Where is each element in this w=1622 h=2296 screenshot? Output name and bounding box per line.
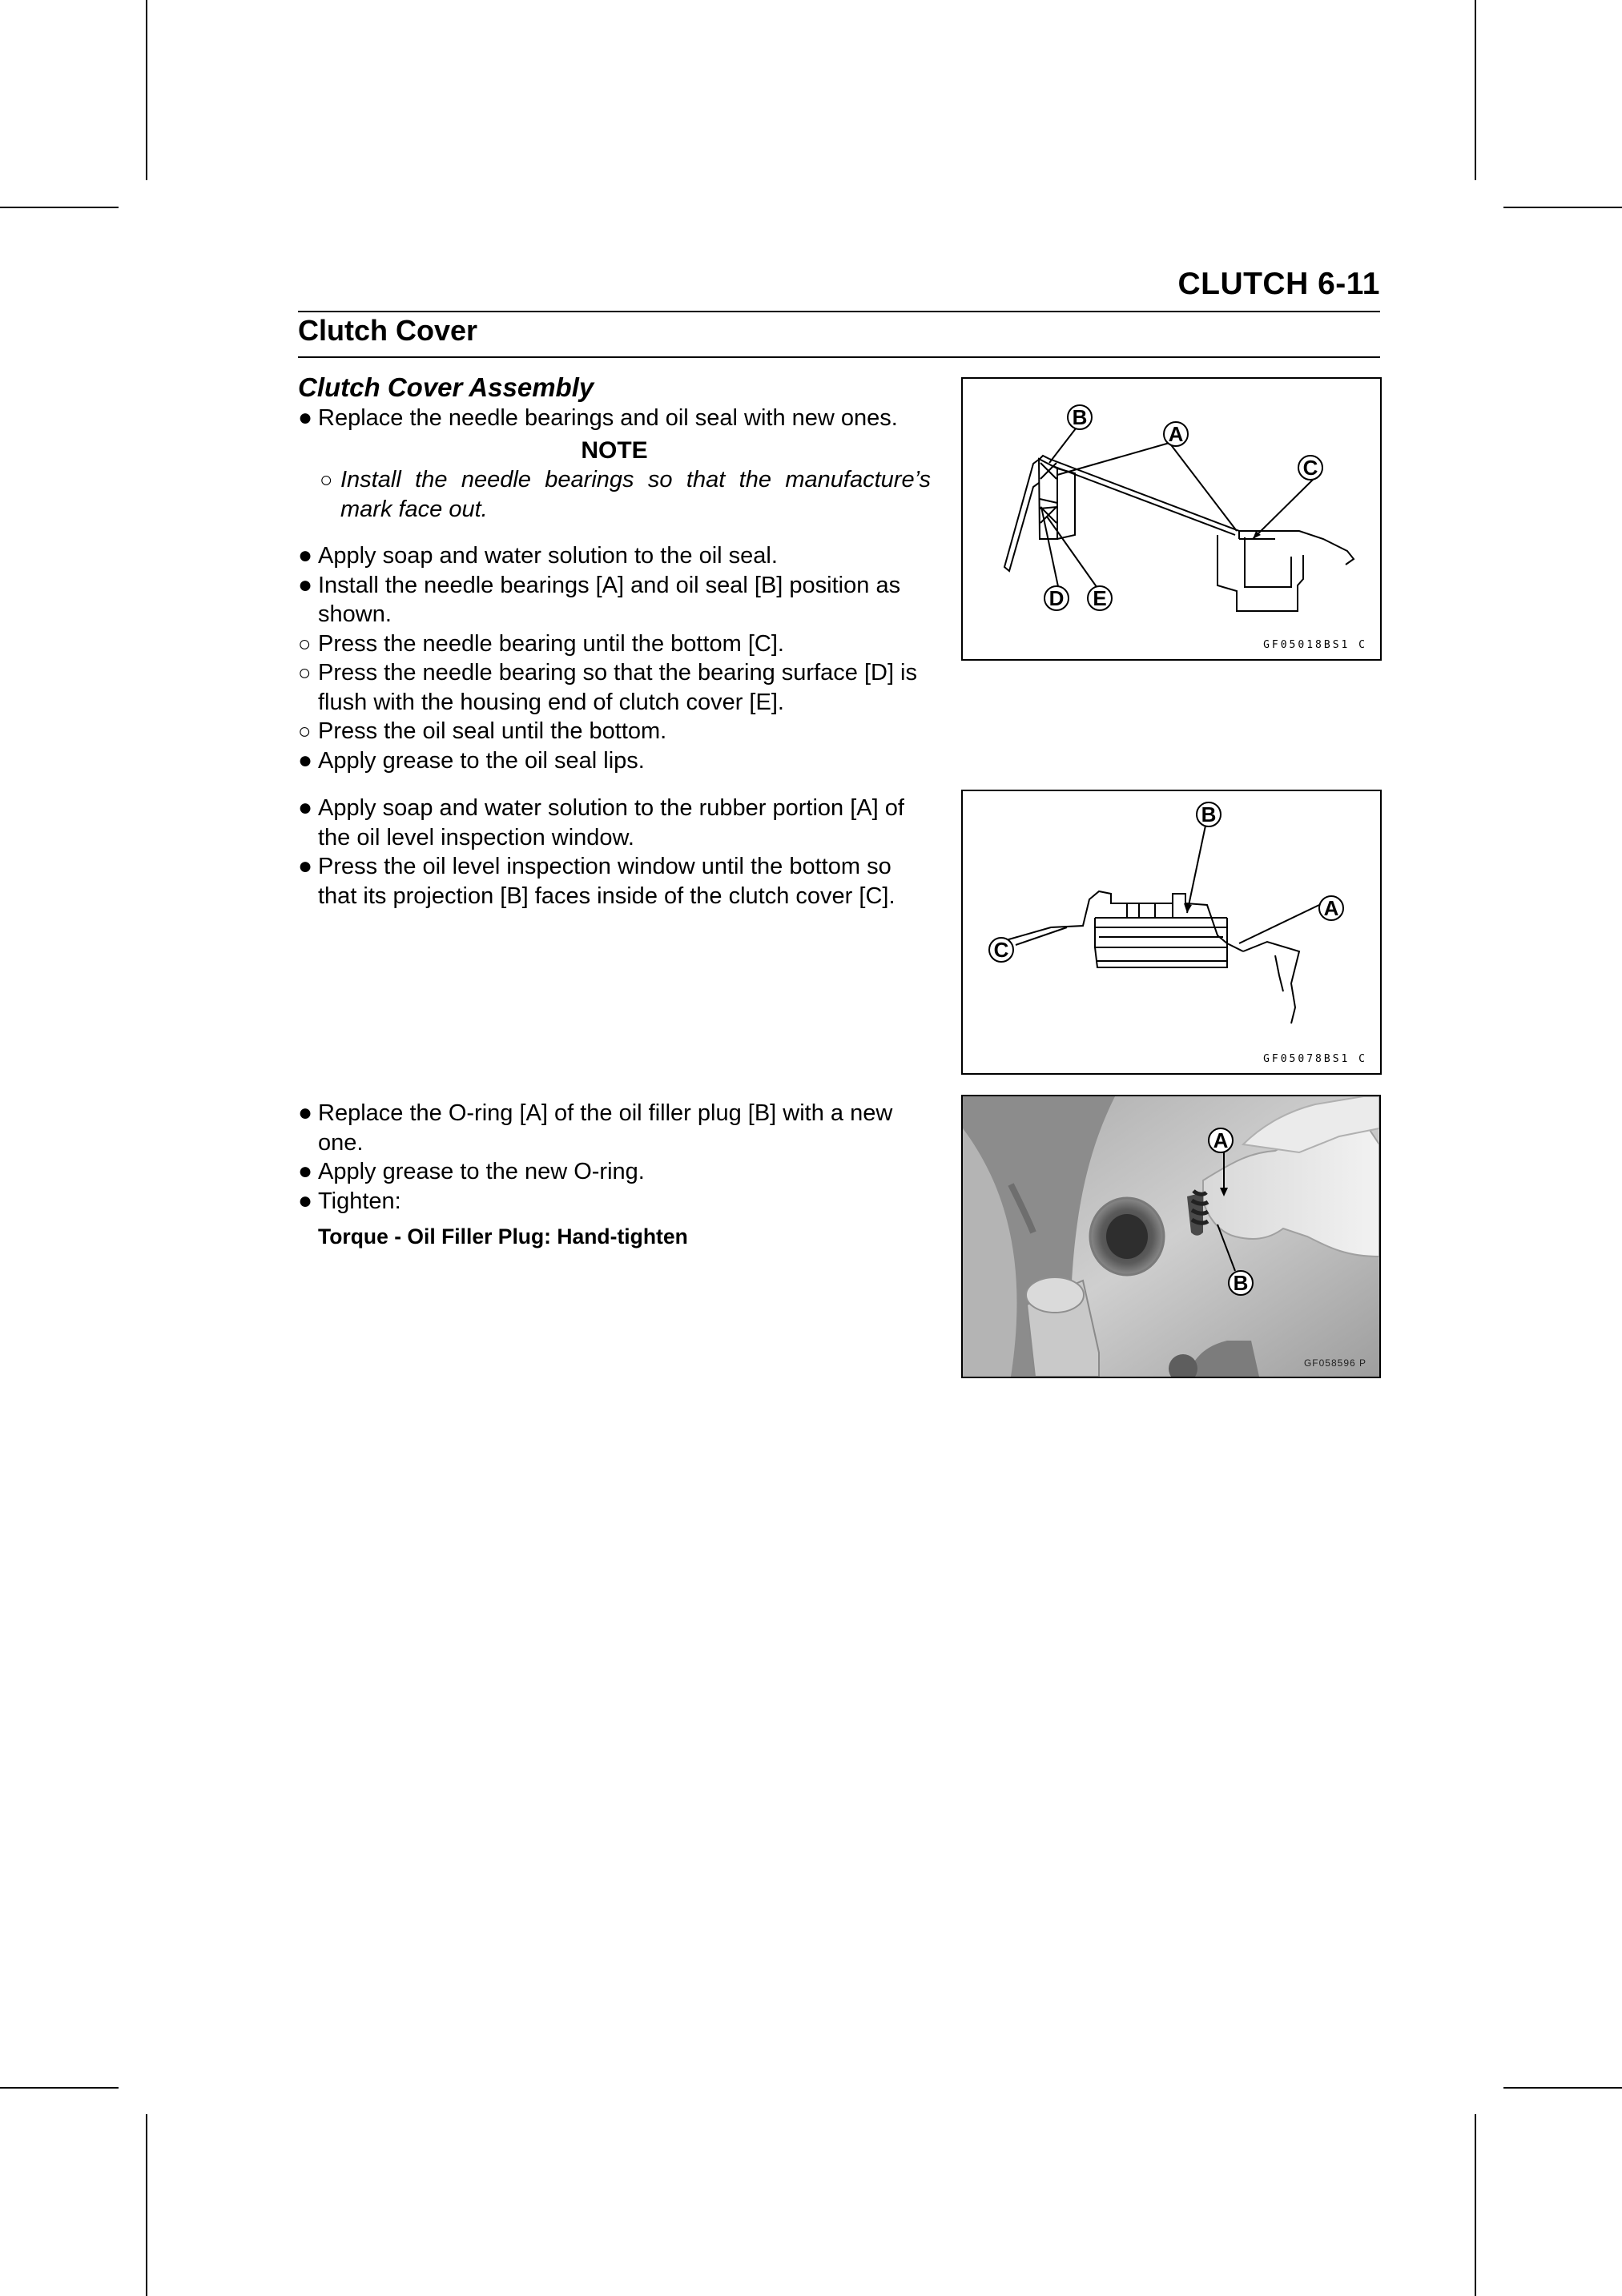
bullet-icon: ● [298,794,313,821]
list-item [298,571,931,629]
note-heading: NOTE [581,436,648,464]
bullet-icon: ● [298,571,313,598]
oil-filler-steps [298,1099,931,1252]
step-text: Press the oil level inspection window until the bottom so that its projection [B] faces inside of the clutch cover [C]. [318,854,896,909]
oil-filler-plug-photo [963,1096,1379,1377]
note-text: Install the needle bearings so that the manufacture’s mark face out. [340,467,931,522]
bullet-icon: ● [298,1187,313,1214]
list-item [298,541,931,571]
crop-mark [1503,207,1622,208]
crop-mark [146,2114,147,2296]
section-title: Clutch Cover [298,314,478,347]
step-text: Apply grease to the oil seal lips. [318,747,645,774]
crop-mark [146,0,147,180]
assembly-steps [298,404,931,775]
list-item [298,404,931,433]
circle-bullet-icon: ○ [320,468,333,492]
figure-code: GF05078BS1 C [1263,1053,1367,1065]
crop-mark [1475,0,1476,180]
list-item [298,1099,931,1157]
circle-bullet-icon: ○ [298,661,312,685]
bullet-icon: ● [298,853,313,879]
note-item [298,465,931,524]
circle-bullet-icon: ○ [298,719,312,743]
callout-d-label: D [1048,586,1065,610]
header-rule [298,311,1380,312]
list-item [298,629,931,659]
crop-mark [0,207,119,208]
step-text: Replace the O-ring [A] of the oil filler plug [B] with a new one. [318,1100,893,1156]
sub-step-text: Press the needle bearing so that the bearing surface [D] is flush with the housing end of clutch cover [E]. [318,660,917,715]
bullet-icon: ● [298,1158,313,1184]
callout-c-label: C [1302,456,1318,480]
step-text: Apply grease to the new O-ring. [318,1159,645,1184]
callout-b-label: B [1072,405,1088,429]
callout-b-label: B [1233,1271,1249,1295]
callout-b-label: B [1201,802,1217,826]
list-item [298,658,931,717]
figure-needle-bearing-oil-seal [961,377,1382,661]
circle-bullet-icon: ○ [298,631,312,656]
step-text: Install the needle bearings [A] and oil seal [B] position as shown. [318,572,901,627]
bullet-icon: ● [298,1100,313,1126]
torque-spec: Torque - Oil Filler Plug: Hand-tighten [318,1224,688,1249]
step-text: Apply soap and water solution to the oil seal. [318,543,778,569]
bearing-seal-diagram [963,379,1380,659]
list-item [298,746,931,776]
sub-step-text: Press the oil seal until the bottom. [318,718,667,744]
figure-code: GF058596 P [1303,1357,1366,1369]
step-text: Tighten: [318,1188,401,1214]
crop-mark [1475,2114,1476,2296]
section-rule [298,356,1380,358]
callout-a-label: A [1213,1128,1229,1152]
bullet-icon: ● [298,404,313,431]
inspection-window-diagram [963,791,1380,1073]
list-item [298,794,931,852]
figure-oil-level-window [961,790,1382,1075]
figure-code: GF05018BS1 C [1263,639,1367,651]
bullet-icon: ● [298,746,313,774]
page-title: CLUTCH 6-11 [1177,267,1380,301]
sub-step-text: Press the needle bearing until the bottom [C]. [318,630,784,657]
list-item [298,717,931,746]
bullet-icon: ● [298,542,313,569]
callout-a-label: A [1168,422,1184,446]
subsection-title: Clutch Cover Assembly [298,372,594,402]
list-item [298,1187,931,1216]
list-item [298,852,931,911]
step-text: Replace the needle bearings and oil seal with new ones. [318,405,898,431]
figure-oil-filler-plug-photo [961,1095,1381,1378]
list-item [298,1157,931,1187]
inspection-window-steps [298,794,931,911]
callout-a-label: A [1323,896,1339,920]
crop-mark [1503,2087,1622,2089]
crop-mark [0,2087,119,2089]
step-text: Apply soap and water solution to the rubber portion [A] of the oil level inspection window. [318,795,904,850]
callout-e-label: E [1093,586,1107,610]
callout-c-label: C [993,938,1009,962]
